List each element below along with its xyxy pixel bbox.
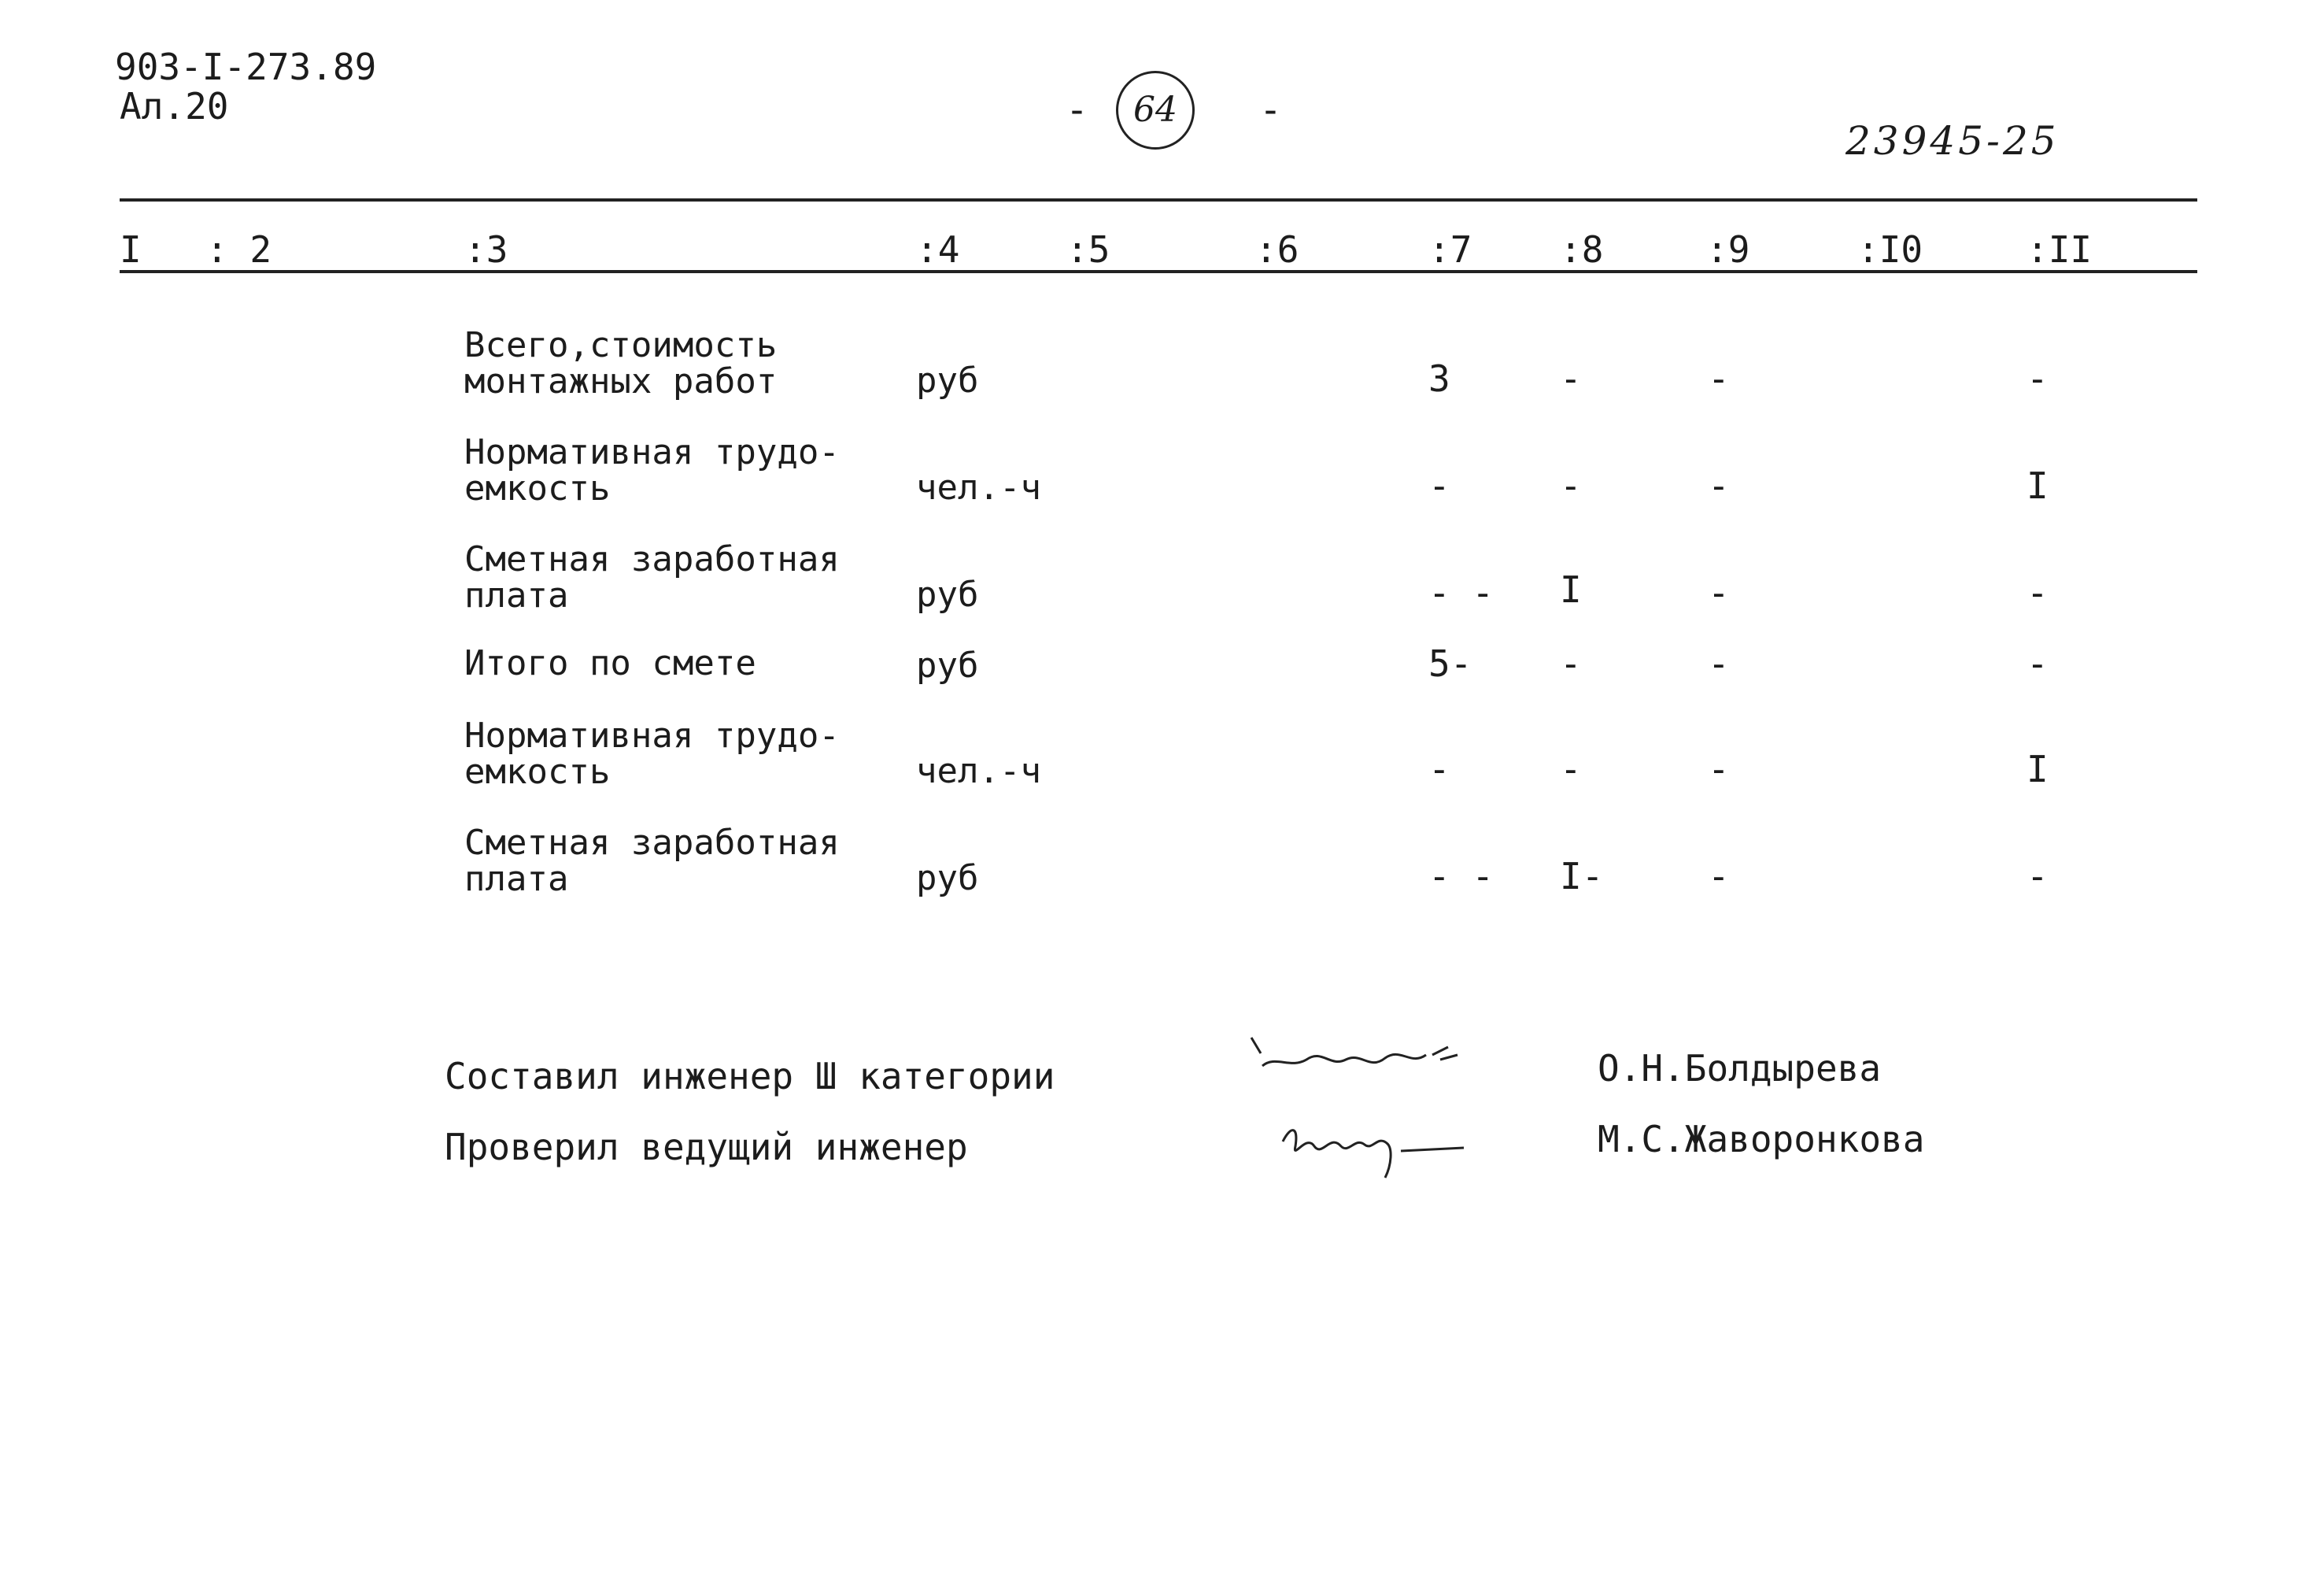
checked-by-name: М.С.Жаворонкова xyxy=(1598,1118,1925,1160)
row-unit: руб xyxy=(916,646,979,686)
cell-col9: - xyxy=(1708,642,1730,685)
cell-col11: - xyxy=(2027,357,2049,400)
cell-col9: - xyxy=(1708,748,1730,790)
cell-col7: 5- xyxy=(1428,642,1472,685)
cell-col8: I- xyxy=(1560,855,1604,897)
column-header-4: :4 xyxy=(916,228,960,271)
cell-col11: I xyxy=(2027,748,2049,790)
column-header-5: :5 xyxy=(1066,228,1110,271)
label-line: плата xyxy=(464,575,569,616)
cell-col8: - xyxy=(1560,748,1582,790)
row-unit: чел.-ч xyxy=(916,751,1041,791)
column-header-10: :I0 xyxy=(1857,228,1923,271)
column-header-11: :II xyxy=(2027,228,2093,271)
label-line: Нормативная трудо- xyxy=(464,716,840,756)
label-line: Всего,стоимость xyxy=(464,325,778,365)
compiled-by-name: О.Н.Болдырева xyxy=(1598,1047,1882,1090)
label-line: Нормативная трудо- xyxy=(464,432,840,472)
table-row-label xyxy=(464,432,840,509)
column-header-7: :7 xyxy=(1428,228,1472,271)
label-line: Итого по смете xyxy=(464,643,756,683)
page-number: 64 xyxy=(1133,90,1177,130)
table-row-label xyxy=(464,539,840,616)
cell-col9: - xyxy=(1708,357,1730,400)
row-unit: руб xyxy=(916,575,979,615)
label-line: емкость xyxy=(464,468,611,509)
cell-col8: I xyxy=(1560,568,1582,611)
column-header-8: :8 xyxy=(1560,228,1604,271)
cell-col9: - xyxy=(1708,464,1730,507)
cell-col8: - xyxy=(1560,464,1582,507)
cell-col9: - xyxy=(1708,572,1730,614)
compiled-signature xyxy=(1243,1031,1480,1102)
cell-col11: - xyxy=(2027,572,2049,614)
column-header-2: : 2 xyxy=(206,228,272,271)
column-header-3: :3 xyxy=(464,228,508,271)
cell-col7: 3 xyxy=(1428,357,1450,400)
page-number-block xyxy=(1061,68,1282,154)
label-line: емкость xyxy=(464,752,611,792)
table-row-label xyxy=(464,825,840,897)
table-row-label xyxy=(464,718,840,790)
document-code: 903-I-273.89 xyxy=(115,46,377,88)
column-header-9: :9 xyxy=(1706,228,1750,271)
row-unit: чел.-ч xyxy=(916,468,1041,508)
column-header-1: I xyxy=(120,228,142,271)
cell-col11: I xyxy=(2027,464,2049,507)
cell-col9: - xyxy=(1708,855,1730,897)
cell-col7: - - xyxy=(1428,855,1495,897)
label-line: Сметная заработная xyxy=(464,823,840,863)
table-row-label xyxy=(464,643,756,683)
cell-col8: - xyxy=(1560,357,1582,400)
column-header-6: :6 xyxy=(1255,228,1299,271)
label-line: плата xyxy=(464,859,569,899)
row-unit: руб xyxy=(916,361,979,401)
row-unit: руб xyxy=(916,858,979,898)
label-line: Сметная заработная xyxy=(464,539,840,579)
cell-col7: - xyxy=(1428,748,1450,790)
page-dash-right: - xyxy=(1259,88,1282,132)
cell-col11: - xyxy=(2027,642,2049,685)
cell-col11: - xyxy=(2027,855,2049,897)
compiled-by-role: Составил инженер Ш категории xyxy=(445,1055,1055,1097)
page-dash-left: - xyxy=(1066,88,1088,132)
cell-col7: - xyxy=(1428,464,1450,507)
checked-by-role: Проверил ведущий инженер xyxy=(445,1126,968,1168)
checked-signature xyxy=(1267,1102,1503,1189)
label-line: монтажных работ xyxy=(464,361,778,401)
cell-col7: - - xyxy=(1428,572,1495,614)
album-number: Ал.20 xyxy=(120,85,229,128)
table-top-rule xyxy=(120,198,2197,202)
table-row-label xyxy=(464,327,777,400)
cell-col8: - xyxy=(1560,642,1582,685)
archive-number: 23945-25 xyxy=(1846,118,2060,164)
